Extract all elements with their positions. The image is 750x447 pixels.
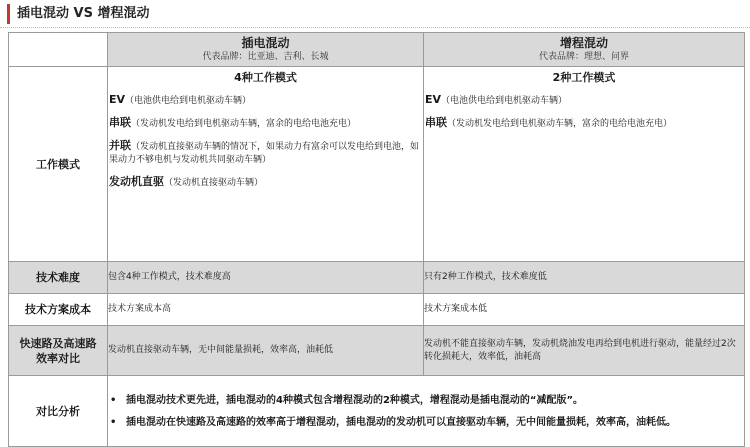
header-erev [424,33,745,67]
phev-cost: 技术方案成本高 [108,294,424,326]
mode-name: EV [109,93,126,106]
phev-difficulty: 包含4种工作模式，技术难度高 [108,262,424,294]
bullet-dot-icon: • [110,416,117,428]
analysis-cell [108,376,745,447]
mode-name: 串联 [109,116,131,129]
erev-cost: 技术方案成本低 [424,294,745,326]
analysis-bullet-text: 插电混动技术更先进，插电混动的4种模式包含增程混动的2种模式，增程混动是插电混动的“减配版”。 [126,394,584,406]
table-header-row [9,33,745,67]
erev-column-title: 增程混动 [559,36,608,50]
page-header [0,0,750,30]
comparison-table [8,32,745,447]
bullet-dot-icon: • [110,394,117,406]
mode-item [424,116,744,131]
mode-name: 并联 [109,139,131,152]
mode-item [108,139,423,167]
header-phev [108,33,424,67]
phev-modes-title: 4种工作模式 [234,71,297,84]
phev-column-title: 插电混动 [241,36,290,50]
phev-brands: 代表品牌：比亚迪、吉利、长城 [202,52,329,62]
mode-desc: （电池供电给到电机驱动车辆） [125,96,252,106]
page-title: 插电混动 VS 增程混动 [17,6,150,21]
analysis-bullet [108,391,744,410]
phev-efficiency: 发动机直接驱动车辆，无中间能量损耗，效率高，油耗低 [108,326,424,376]
table-row-efficiency [9,326,745,376]
table-row-cost [9,294,745,326]
mode-desc: （发动机直接驱动车辆的情况下，如果动力有富余可以发电给到电池，如果动力不够电机与发动机共同驱动车辆） [109,142,420,165]
row-label-cost: 技术方案成本 [9,294,108,326]
row-label-efficiency: 快速路及高速路效率对比 [9,326,108,376]
mode-name: 串联 [425,116,447,129]
mode-desc: （发动机发电给到电机驱动车辆，富余的电给电池充电） [131,119,357,129]
mode-item [108,93,423,108]
analysis-bullet-text: 插电混动在快速路及高速路的效率高于增程混动，插电混动的发动机可以直接驱动车辆，无中间能量损耗，效率高，油耗低。 [126,416,676,428]
title-divider [0,27,750,28]
mode-item [108,175,423,190]
header-corner-cell [9,33,108,67]
erev-modes-title: 2种工作模式 [552,71,616,84]
erev-difficulty: 只有2种工作模式，技术难度低 [424,262,745,294]
erev-efficiency: 发动机不能直接驱动车辆，发动机烧油发电再给到电机进行驱动，能量经过2次转化损耗大，效率低，油耗高 [424,326,745,376]
mode-name: 发动机直驱 [109,175,164,188]
mode-item [424,93,744,108]
mode-desc: （电池供电给到电机驱动车辆） [441,96,568,106]
phev-work-modes-cell [108,67,424,262]
mode-desc: （发动机直接驱动车辆） [164,178,264,188]
erev-brands: 代表品牌：理想、问界 [538,52,629,62]
title-accent-bar [7,4,10,24]
table-row-work-modes [9,67,745,262]
row-label-work-modes: 工作模式 [9,67,108,262]
mode-desc: （发动机发电给到电机驱动车辆，富余的电给电池充电） [447,119,673,129]
table-row-difficulty [9,262,745,294]
table-row-analysis [9,376,745,447]
erev-work-modes-cell [424,67,745,262]
mode-item [108,116,423,131]
analysis-bullet [108,413,744,432]
row-label-difficulty: 技术难度 [9,262,108,294]
mode-name: EV [425,93,442,106]
row-label-analysis: 对比分析 [9,376,108,447]
